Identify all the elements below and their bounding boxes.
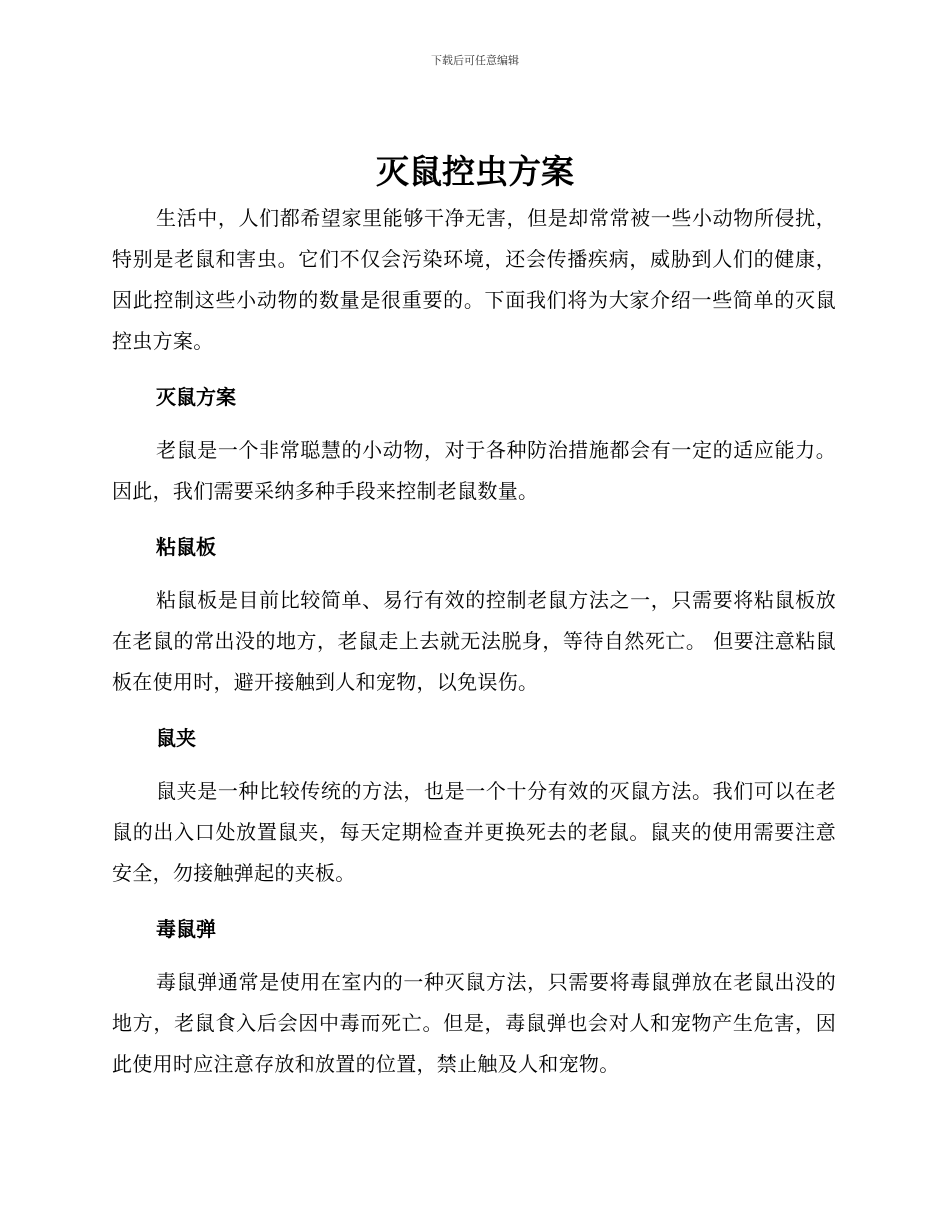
section-heading-poison-bait: 毒鼠弹 [156, 917, 216, 941]
document-title: 灭鼠控虫方案 [376, 152, 574, 191]
section-body-rat-control: 老鼠是一个非常聪慧的小动物，对于各种防治措施都会有一定的适应能力。因此，我们需要采纳多种手段来控制老鼠数量。 [112, 438, 836, 503]
section-body-poison-bait: 毒鼠弹通常是使用在室内的一种灭鼠方法，只需要将毒鼠弹放在老鼠出没的地方，老鼠食入后会因中毒而死亡。但是，毒鼠弹也会对人和宠物产生危害，因此使用时应注意存放和放置的位置，禁止触及人和宠物。 [112, 970, 836, 1076]
document-body [112, 198, 836, 1085]
intro-paragraph: 生活中，人们都希望家里能够干净无害，但是却常常被一些小动物所侵扰，特别是老鼠和害虫。它们不仅会污染环境，还会传播疾病，威胁到人们的健康，因此控制这些小动物的数量是很重要的。下面我们将为大家介绍一些简单的灭鼠控虫方案。 [112, 206, 836, 353]
section-body-glue-board: 粘鼠板是目前比较简单、易行有效的控制老鼠方法之一，只需要将粘鼠板放在老鼠的常出没的地方，老鼠走上去就无法脱身，等待自然死亡。 但要注意粘鼠板在使用时，避开接触到人和宠物，以免误伤。 [112, 588, 836, 694]
header-note: 下载后可任意编辑 [431, 54, 519, 67]
section-heading-rat-control: 灭鼠方案 [156, 385, 236, 409]
section-heading-rat-trap: 鼠夹 [156, 726, 196, 750]
section-heading-glue-board: 粘鼠板 [156, 535, 216, 559]
section-body-rat-trap: 鼠夹是一种比较传统的方法，也是一个十分有效的灭鼠方法。我们可以在老鼠的出入口处放置鼠夹，每天定期检查并更换死去的老鼠。鼠夹的使用需要注意安全，勿接触弹起的夹板。 [112, 779, 836, 885]
